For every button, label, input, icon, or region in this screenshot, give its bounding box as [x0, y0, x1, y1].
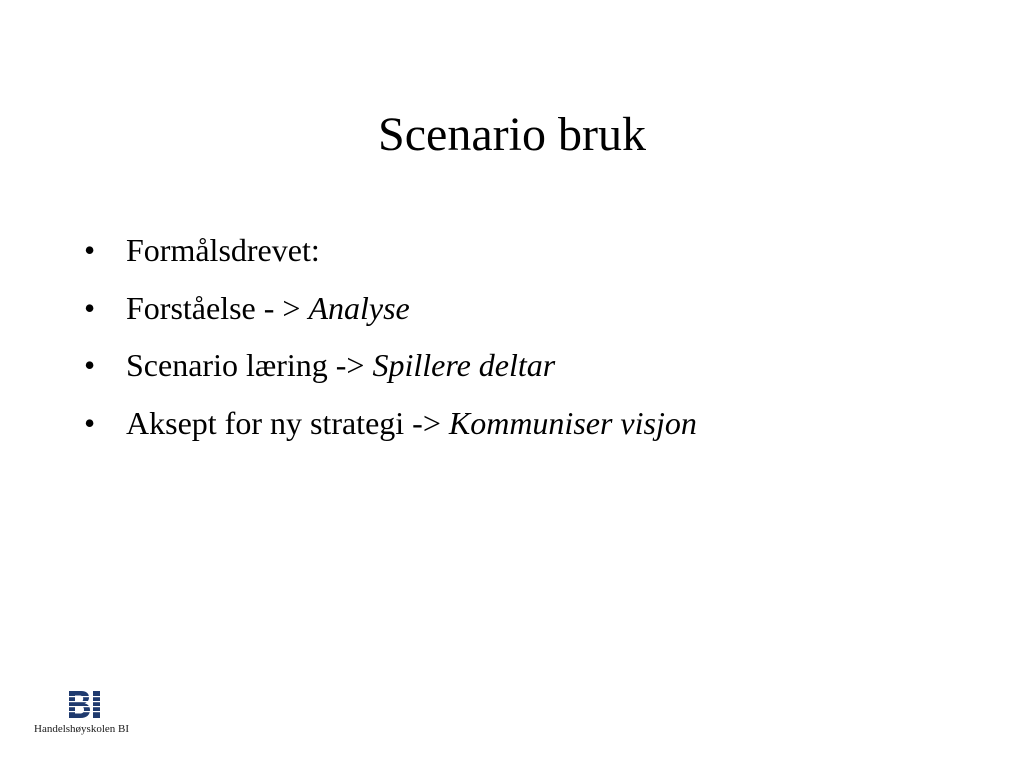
- bullet-text: Formålsdrevet:: [126, 232, 320, 268]
- bullet-text: Forståelse - >: [126, 289, 309, 326]
- bullet-item: [84, 230, 697, 270]
- bullet-text: Scenario læring ->: [126, 347, 373, 383]
- bullet-emphasis: Kommuniser visjon: [448, 404, 697, 441]
- bullet-dot: •: [84, 232, 96, 268]
- bullet-list: [84, 230, 697, 460]
- bi-logo-mark-icon: [68, 690, 108, 720]
- bullet-emphasis: Spillere deltar: [372, 347, 556, 383]
- bullet-text: Aksept for ny strategi ->: [126, 404, 449, 441]
- bullet-item: [84, 403, 697, 443]
- bullet-dot: •: [84, 404, 96, 441]
- bullet-emphasis: Analyse: [308, 289, 410, 326]
- bullet-item: [84, 345, 697, 385]
- bi-logo: [34, 688, 138, 740]
- bullet-dot: •: [84, 347, 96, 383]
- bi-logo-text: Handelshøyskolen BI: [34, 723, 130, 735]
- bullet-item: [84, 288, 697, 328]
- slide-title: Scenario bruk: [378, 108, 646, 161]
- bullet-dot: •: [84, 289, 96, 326]
